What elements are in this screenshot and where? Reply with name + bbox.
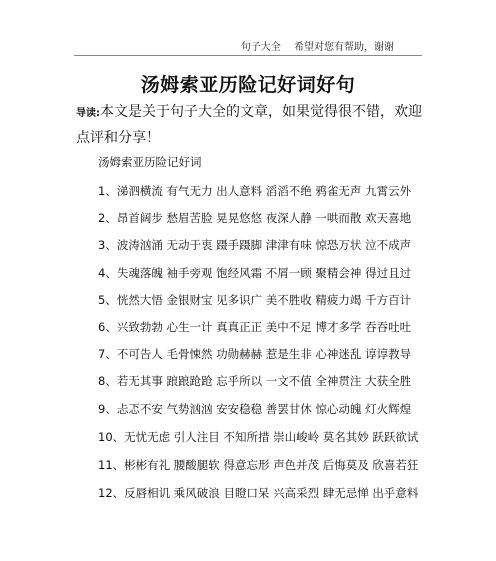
list-item: 1、涕泗横流 有气无力 出人意料 滔滔不绝 鸦雀无声 九霄云外 (98, 184, 412, 198)
list-item: 12、反唇相讥 乘风破浪 目瞪口呆 兴高采烈 肆无忌惮 出乎意料 (98, 485, 419, 500)
header-rule (74, 55, 422, 56)
section-subheading: 汤姆索亚历险记好词 (98, 155, 202, 169)
list-item: 4、失魂落魄 袖手旁观 饱经风霜 不屑一顾 聚精会神 得过且过 (98, 265, 412, 280)
list-item: 5、恍然大悟 金银财宝 见多识广 美不胜收 精疲力竭 千方百计 (98, 292, 412, 307)
list-item: 9、忐忑不安 气势汹汹 安安稳稳 善罢甘休 惊心动魄 灯火辉煌 (98, 401, 412, 416)
header-site-name: 句子大全 (240, 42, 281, 53)
list-item: 8、若无其事 踉踉跄跄 忘乎所以 一文不值 全神贯注 大获全胜 (98, 374, 412, 389)
list-item: 6、兴致勃勃 心生一计 真真正正 美中不足 博才多学 吞吞吐吐 (98, 320, 412, 335)
intro-paragraph (76, 100, 424, 151)
list-item: 7、不可告人 毛骨悚然 功勋赫赫 惹是生非 心神迷乱 谆谆教导 (98, 347, 412, 362)
header-message: 希望对您有帮助，谢谢 (294, 42, 394, 53)
list-item: 11、彬彬有礼 腰酸腿软 得意忘形 声色并茂 后悔莫及 欣喜若狂 (98, 457, 419, 472)
word-list (76, 178, 424, 507)
intro-text: 本文是关于句子大全的文章，如果觉得很不错，欢迎点评和分享！ (76, 104, 422, 146)
document-title: 汤姆索亚历险记好词好句 (140, 74, 356, 96)
intro-lead: 导读: (76, 108, 100, 119)
page-header (241, 38, 394, 53)
list-item: 2、昂首阔步 愁眉苦脸 晃晃悠悠 夜深人静 一哄而散 欢天喜地 (98, 211, 412, 226)
list-item: 3、波涛汹涌 无动于衷 蹑手蹑脚 津津有味 惊恐万状 泣不成声 (98, 238, 412, 253)
list-item: 10、无忧无虑 引人注目 不知所措 崇山峻岭 莫名其妙 跃跃欲试 (98, 429, 419, 444)
